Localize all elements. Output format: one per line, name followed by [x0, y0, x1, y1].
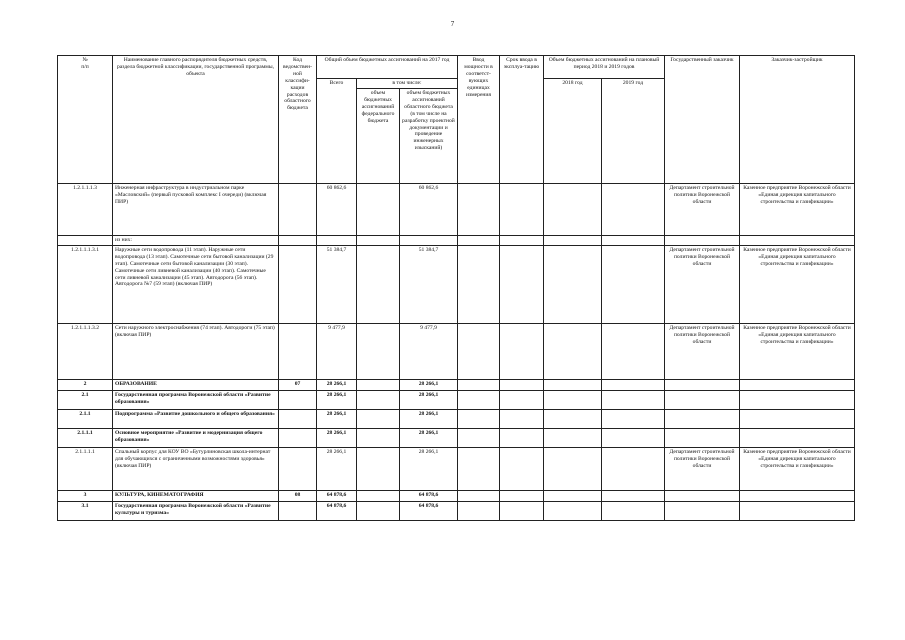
cell-num: 1.2.1.1.1.3 — [58, 184, 113, 236]
cell-customer — [665, 490, 740, 501]
cell-regional: 64 878,6 — [400, 490, 458, 501]
cell-total: 51 384,7 — [317, 245, 357, 323]
cell-developer — [740, 501, 855, 520]
cell-customer — [665, 390, 740, 409]
cell-regional: 51 384,7 — [400, 245, 458, 323]
table-row — [58, 236, 855, 246]
cell-regional: 28 266,1 — [400, 379, 458, 390]
cell-2018 — [544, 490, 602, 501]
cell-total: 60 862,6 — [317, 184, 357, 236]
cell-2019 — [602, 490, 665, 501]
cell-code — [279, 447, 317, 490]
cell-total: 28 266,1 — [317, 379, 357, 390]
cell-capacity — [458, 390, 500, 409]
cell-term — [500, 501, 544, 520]
header-2018: 2018 год — [544, 79, 602, 184]
cell-code — [279, 323, 317, 379]
table-row — [58, 390, 855, 409]
cell-regional — [400, 236, 458, 246]
cell-federal — [357, 236, 400, 246]
page-number: 7 — [450, 20, 455, 28]
cell-code — [279, 245, 317, 323]
cell-total: 28 266,1 — [317, 409, 357, 428]
cell-name: ОБРАЗОВАНИЕ — [113, 379, 279, 390]
header-capacity: Ввод мощности в соответст-вующих единицах измерения — [458, 56, 500, 184]
cell-2019 — [602, 236, 665, 246]
cell-federal — [357, 501, 400, 520]
header-num: № п/п — [58, 56, 113, 184]
cell-developer: Казенное предприятие Воронежской области «Единая дирекция капитального строительства и газификации» — [740, 447, 855, 490]
cell-developer: Казенное предприятие Воронежской области «Единая дирекция капитального строительства и газификации» — [740, 245, 855, 323]
table-row — [58, 409, 855, 428]
header-vsego: Всего — [317, 79, 357, 184]
cell-regional: 60 862,6 — [400, 184, 458, 236]
cell-num: 2.1 — [58, 390, 113, 409]
table-body — [58, 184, 855, 521]
cell-2019 — [602, 379, 665, 390]
cell-term — [500, 323, 544, 379]
cell-2018 — [544, 390, 602, 409]
cell-code — [279, 236, 317, 246]
cell-term — [500, 245, 544, 323]
table-row — [58, 323, 855, 379]
cell-2019 — [602, 184, 665, 236]
table-row — [58, 245, 855, 323]
header-total-2017: Общий объем бюджетных ассигнований на 2017 год — [317, 56, 458, 79]
header-v-tom-chisle: в том числе: — [357, 79, 458, 89]
cell-total: 9 477,9 — [317, 323, 357, 379]
cell-customer — [665, 236, 740, 246]
header-federal: объем бюджетных ассигнований федерального бюджета — [357, 89, 400, 184]
header-regional: объем бюджетных ассигнований областного бюджета (в том числе на разработку проектной документации и проведение инженерных изысканий) — [400, 89, 458, 184]
cell-term — [500, 409, 544, 428]
header-customer: Государственный заказчик — [665, 56, 740, 184]
cell-capacity — [458, 236, 500, 246]
cell-customer: Департамент строительной политики Воронежской области — [665, 184, 740, 236]
cell-developer — [740, 428, 855, 447]
cell-term — [500, 447, 544, 490]
cell-2019 — [602, 447, 665, 490]
cell-2018 — [544, 245, 602, 323]
cell-2019 — [602, 428, 665, 447]
cell-term — [500, 390, 544, 409]
cell-num: 2.1.1 — [58, 409, 113, 428]
cell-capacity — [458, 379, 500, 390]
cell-developer: Казенное предприятие Воронежской области «Единая дирекция капитального строительства и газификации» — [740, 184, 855, 236]
cell-regional: 9 477,9 — [400, 323, 458, 379]
cell-name: из них: — [113, 236, 279, 246]
cell-2018 — [544, 184, 602, 236]
cell-regional: 28 266,1 — [400, 428, 458, 447]
cell-name: КУЛЬТУРА, КИНЕМАТОГРАФИЯ — [113, 490, 279, 501]
cell-name: Подпрограмма «Развитие дошкольного и общего образования» — [113, 409, 279, 428]
cell-name: Сети наружного электроснабжения (74 этап). Автодороги (75 этап) (включая ПИР) — [113, 323, 279, 379]
cell-federal — [357, 323, 400, 379]
cell-code: 07 — [279, 379, 317, 390]
cell-name: Государственная программа Воронежской области «Развитие культуры и туризма» — [113, 501, 279, 520]
cell-regional: 28 266,1 — [400, 447, 458, 490]
cell-term — [500, 379, 544, 390]
cell-federal — [357, 390, 400, 409]
cell-customer — [665, 501, 740, 520]
header-plan-period: Объем бюджетных ассигнований на плановый период 2018 и 2019 годов — [544, 56, 665, 79]
cell-num: 2.1.1.1 — [58, 428, 113, 447]
cell-federal — [357, 379, 400, 390]
cell-term — [500, 428, 544, 447]
cell-2018 — [544, 447, 602, 490]
cell-2019 — [602, 323, 665, 379]
cell-capacity — [458, 501, 500, 520]
cell-code — [279, 390, 317, 409]
cell-customer — [665, 379, 740, 390]
cell-federal — [357, 428, 400, 447]
header-name: Наименование главного распорядителя бюджетных средств, раздела бюджетной классификации, государственной программы, объекта — [113, 56, 279, 184]
cell-2018 — [544, 409, 602, 428]
cell-code — [279, 409, 317, 428]
budget-table — [57, 55, 855, 521]
cell-name: Спальный корпус для КОУ ВО «Бутурлиновская школа-интернат для обучающихся с ограниченными возможностями здоровья» (включая ПИР) — [113, 447, 279, 490]
cell-capacity — [458, 184, 500, 236]
cell-2019 — [602, 390, 665, 409]
cell-name: Инженерная инфраструктура в индустриальном парке «Масловский» (первый пусковой комплекс I очереди) (включая ПИР) — [113, 184, 279, 236]
cell-developer — [740, 379, 855, 390]
cell-total — [317, 236, 357, 246]
header-developer: Заказчик-застройщик — [740, 56, 855, 184]
cell-total: 28 266,1 — [317, 390, 357, 409]
cell-total: 64 878,6 — [317, 501, 357, 520]
cell-num: 2 — [58, 379, 113, 390]
cell-developer — [740, 490, 855, 501]
cell-num: 2.1.1.1.1 — [58, 447, 113, 490]
cell-federal — [357, 490, 400, 501]
cell-num: 3 — [58, 490, 113, 501]
table-row — [58, 490, 855, 501]
table-row — [58, 184, 855, 236]
cell-num: 1.2.1.1.1.3.2 — [58, 323, 113, 379]
cell-2018 — [544, 379, 602, 390]
cell-name: Наружные сети водопровода (11 этап). Наружные сети водопровода (13 этап). Самотечные сети бытовой канализации (29 этап). Самотечные сети бытовой канализации (30 этап). Самотечные сети ливневой канализации (40 этап). Самотечные сети ливневой канализации (45 этап). Автодорога (56 этап). Автодорога №7 (59 этап) (включая ПИР) — [113, 245, 279, 323]
cell-federal — [357, 447, 400, 490]
cell-term — [500, 184, 544, 236]
cell-code — [279, 501, 317, 520]
cell-customer — [665, 409, 740, 428]
cell-2019 — [602, 501, 665, 520]
cell-2018 — [544, 428, 602, 447]
cell-developer: Казенное предприятие Воронежской области «Единая дирекция капитального строительства и газификации» — [740, 323, 855, 379]
header-term: Срок ввода в эксплуа-тацию — [500, 56, 544, 184]
cell-federal — [357, 245, 400, 323]
cell-customer — [665, 428, 740, 447]
cell-customer: Департамент строительной политики Воронежской области — [665, 447, 740, 490]
cell-num — [58, 236, 113, 246]
cell-federal — [357, 409, 400, 428]
cell-customer: Департамент строительной политики Воронежской области — [665, 323, 740, 379]
cell-term — [500, 236, 544, 246]
table-row — [58, 379, 855, 390]
cell-num: 3.1 — [58, 501, 113, 520]
cell-capacity — [458, 323, 500, 379]
cell-developer — [740, 409, 855, 428]
cell-capacity — [458, 447, 500, 490]
cell-name: Государственная программа Воронежской области «Развитие образования» — [113, 390, 279, 409]
cell-2019 — [602, 409, 665, 428]
cell-code — [279, 184, 317, 236]
cell-capacity — [458, 245, 500, 323]
cell-2018 — [544, 323, 602, 379]
cell-customer: Департамент строительной политики Воронежской области — [665, 245, 740, 323]
cell-code — [279, 428, 317, 447]
cell-developer — [740, 236, 855, 246]
cell-capacity — [458, 428, 500, 447]
cell-num: 1.2.1.1.1.3.1 — [58, 245, 113, 323]
table-row — [58, 447, 855, 490]
cell-total: 28 266,1 — [317, 428, 357, 447]
cell-capacity — [458, 409, 500, 428]
cell-name: Основное мероприятие «Развитие и модернизация общего образования» — [113, 428, 279, 447]
table-row — [58, 428, 855, 447]
cell-term — [500, 490, 544, 501]
cell-regional: 28 266,1 — [400, 409, 458, 428]
cell-developer — [740, 390, 855, 409]
cell-regional: 64 878,6 — [400, 501, 458, 520]
cell-total: 28 266,1 — [317, 447, 357, 490]
cell-federal — [357, 184, 400, 236]
header-2019: 2019 год — [602, 79, 665, 184]
cell-2018 — [544, 236, 602, 246]
header-code: Код ведомствен-ной классифи-кации расходов областного бюджета — [279, 56, 317, 184]
cell-total: 64 878,6 — [317, 490, 357, 501]
table-row — [58, 501, 855, 520]
cell-code: 08 — [279, 490, 317, 501]
cell-regional: 28 266,1 — [400, 390, 458, 409]
cell-2018 — [544, 501, 602, 520]
cell-2019 — [602, 245, 665, 323]
cell-capacity — [458, 490, 500, 501]
